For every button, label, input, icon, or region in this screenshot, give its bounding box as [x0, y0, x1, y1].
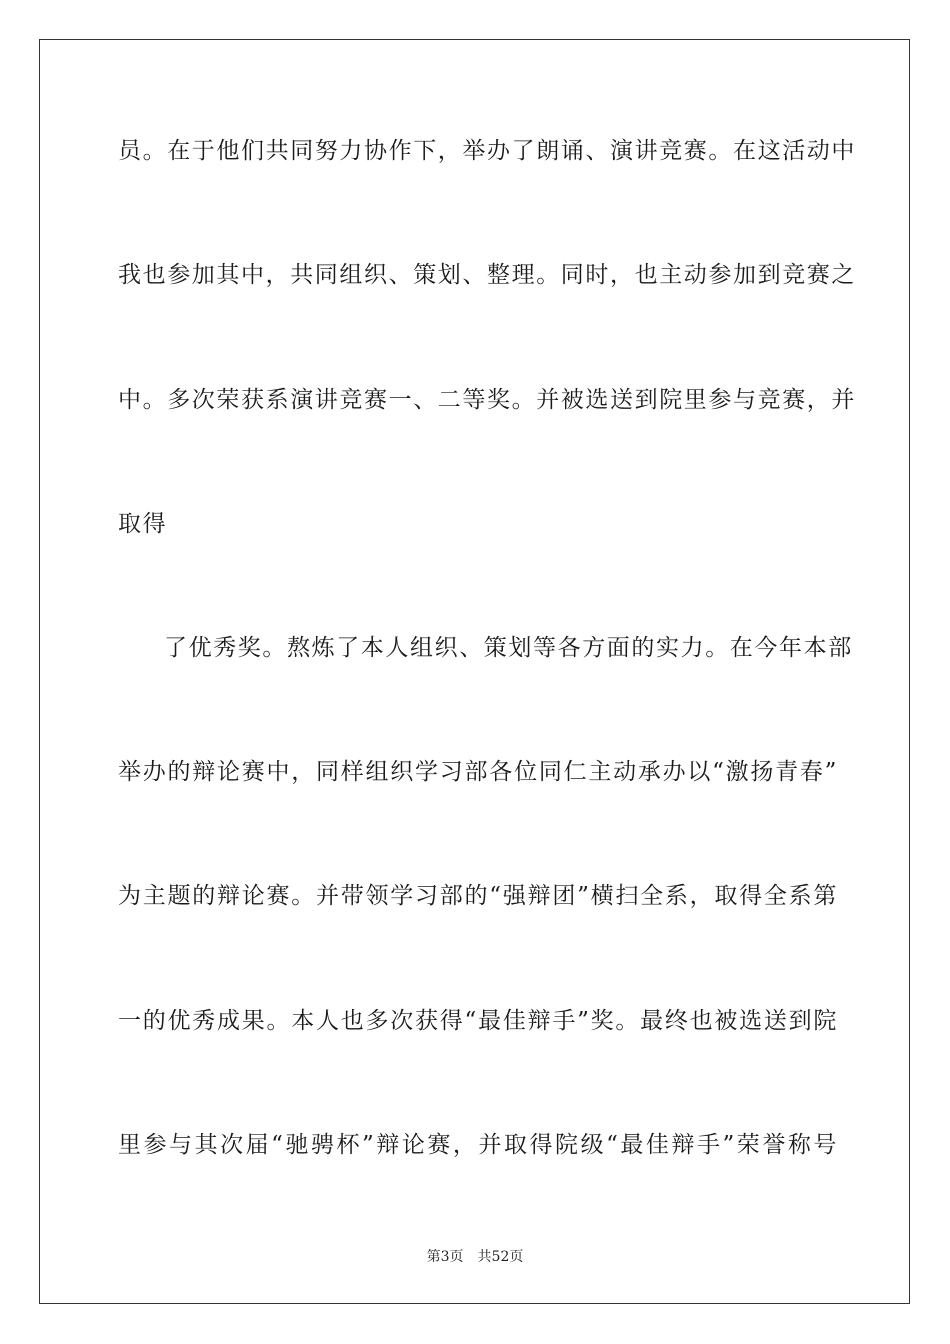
body-line-7: 为主题的辩论赛。并带领学习部的“强辩团”横扫全系，取得全系第 [118, 883, 838, 909]
page-number: 第3页 [426, 1249, 464, 1265]
body-line-3: 中。多次荣获系演讲竞赛一、二等奖。并被选送到院里参与竞赛，并 [118, 387, 856, 413]
body-line-4: 取得 [118, 511, 168, 537]
body-line-1: 员。在于他们共同努力协作下，举办了朗诵、演讲竞赛。在这活动中 [118, 138, 856, 164]
page-footer [0, 1248, 950, 1266]
page-total: 共52页 [477, 1249, 524, 1265]
body-line-6: 举办的辩论赛中，同样组织学习部各位同仁主动承办以“激扬青春” [118, 759, 838, 785]
body-line-5-paragraph-start: 了优秀奖。熬炼了本人组织、策划等各方面的实力。在今年本部 [164, 635, 853, 661]
page-border [39, 39, 910, 1304]
body-line-9: 里参与其次届“驰骋杯”辩论赛，并取得院级“最佳辩手”荣誉称号 [118, 1132, 838, 1158]
body-line-2: 我也参加其中，共同组织、策划、整理。同时，也主动参加到竞赛之 [118, 262, 856, 288]
body-line-8: 一的优秀成果。本人也多次获得“最佳辩手”奖。最终也被选送到院 [118, 1008, 838, 1034]
